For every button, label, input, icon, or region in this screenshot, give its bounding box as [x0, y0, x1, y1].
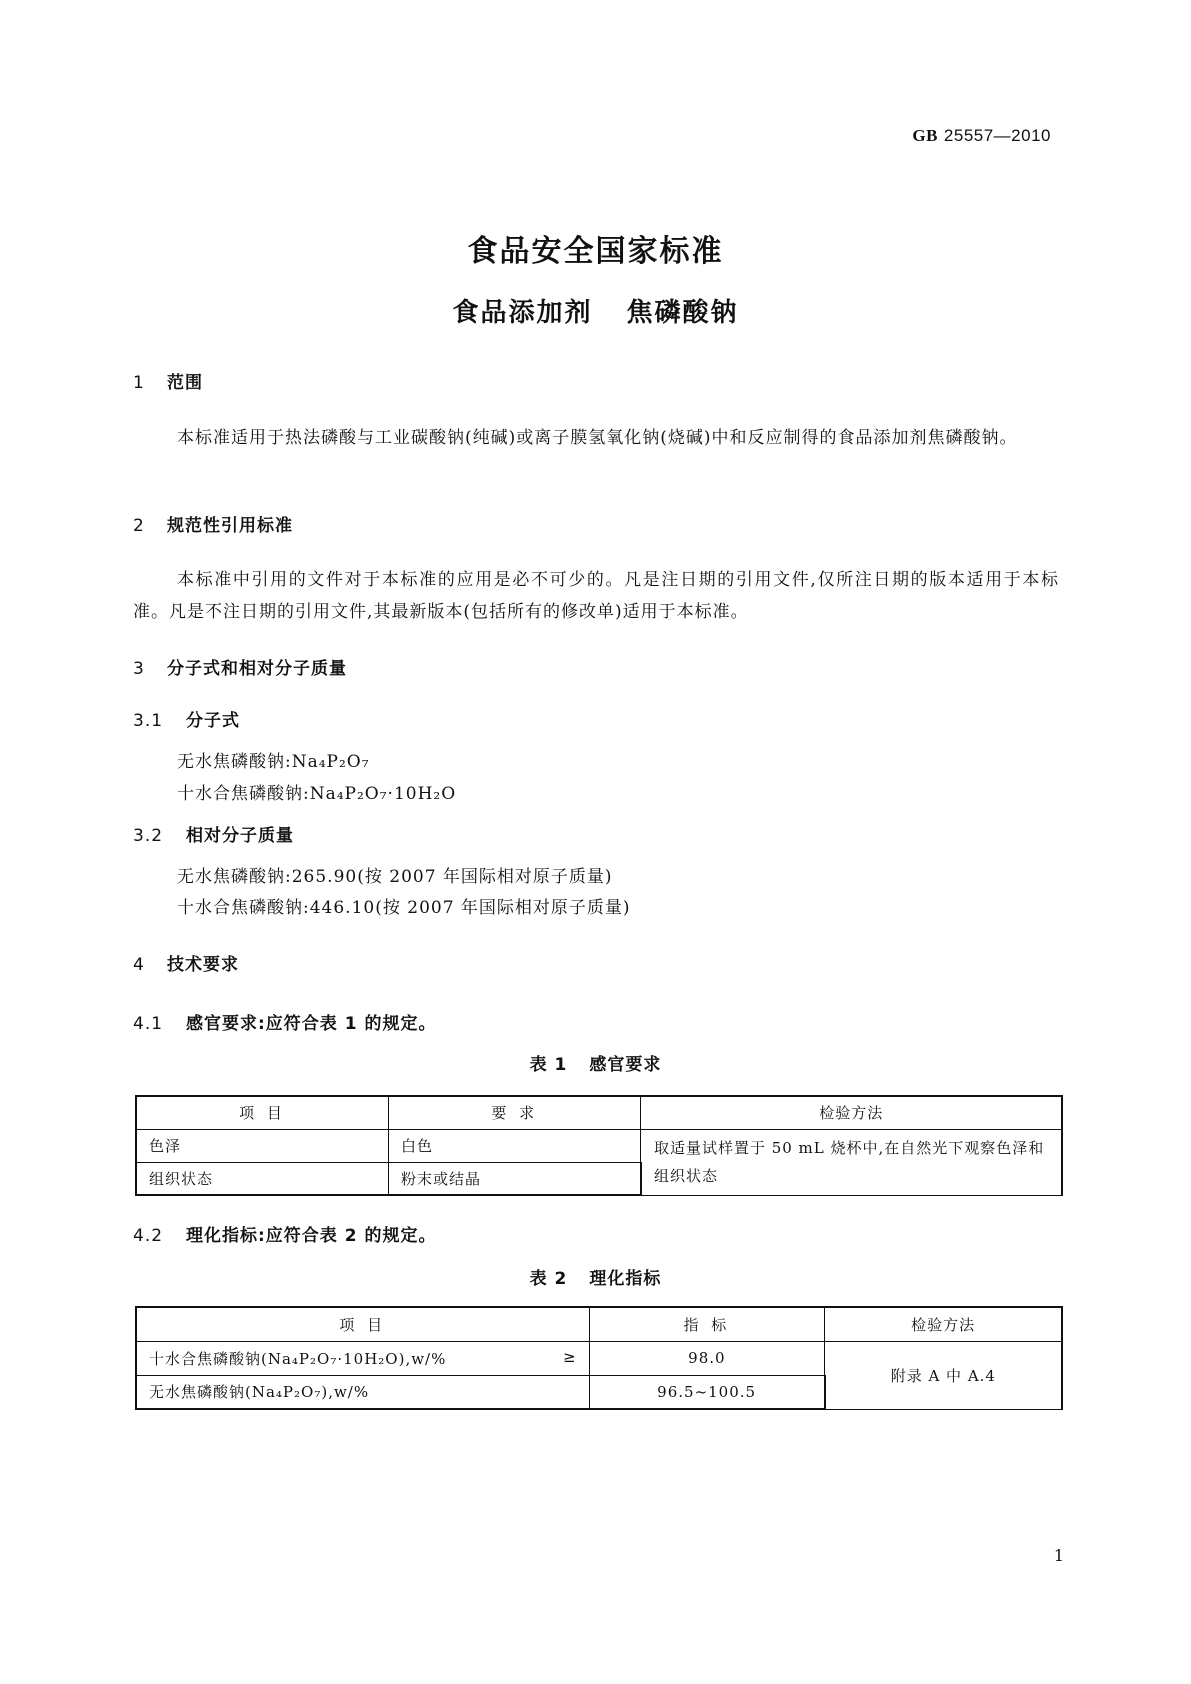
section-number: 3	[133, 659, 145, 679]
section-number: 3.1	[133, 711, 164, 731]
section-number: 4.1	[133, 1014, 164, 1034]
section-number: 2	[133, 516, 145, 536]
section-title: 范围	[167, 373, 203, 393]
caption-title: 理化指标	[589, 1269, 662, 1289]
header-cell-index: 指 标	[589, 1307, 825, 1341]
table-1-sensory	[135, 1095, 1063, 1196]
item-label: 无水焦磷酸钠(Na₄P₂O₇),w/%	[149, 1383, 370, 1402]
mass-anhydrous: 无水焦磷酸钠:265.90(按 2007 年国际相对原子质量)	[177, 867, 613, 887]
cell-requirement: 白色	[388, 1129, 640, 1162]
section-4-heading	[133, 950, 239, 975]
section-title: 感官要求:应符合表 1 的规定。	[186, 1014, 437, 1034]
section-2-body: 本标准中引用的文件对于本标准的应用是必不可少的。凡是注日期的引用文件,仅所注日期的版本适用于本标准。凡是不注日期的引用文件,其最新版本(包括所有的修改单)适用于本标准。	[133, 570, 1059, 622]
section-title: 技术要求	[167, 955, 239, 975]
table-row	[136, 1129, 1062, 1162]
caption-title: 感官要求	[589, 1055, 662, 1075]
table-2-caption	[0, 1264, 1191, 1289]
section-number: 1	[133, 373, 145, 393]
formula-decahydrate: 十水合焦磷酸钠:Na₄P₂O₇·10H₂O	[177, 784, 457, 804]
caption-number: 表 1	[529, 1055, 568, 1075]
cell-item: 色泽	[136, 1129, 388, 1162]
table-row	[136, 1341, 1062, 1375]
gte-symbol: ≥	[563, 1347, 577, 1366]
section-4-1-heading	[133, 1009, 436, 1034]
section-3-heading	[133, 654, 347, 679]
document-title: 食品安全国家标准	[467, 234, 724, 269]
table-2-physicochemical	[135, 1306, 1063, 1410]
item-label: 十水合焦磷酸钠(Na₄P₂O₇·10H₂O),w/%	[149, 1349, 447, 1368]
section-2-heading	[133, 511, 293, 536]
section-title: 相对分子质量	[186, 826, 294, 846]
cell-item: 组织状态	[136, 1162, 388, 1195]
table-1-caption	[0, 1050, 1191, 1075]
section-3-2-heading	[133, 821, 294, 846]
section-1-heading	[133, 368, 203, 393]
cell-requirement: 粉末或结晶	[388, 1162, 640, 1195]
cell-value: 96.5~100.5	[589, 1375, 825, 1409]
page-number: 1	[1053, 1546, 1064, 1565]
section-number: 4.2	[133, 1226, 164, 1246]
cell-value: 98.0	[589, 1341, 825, 1375]
cell-item	[136, 1375, 589, 1409]
table-header-row	[136, 1096, 1062, 1129]
standard-number: 25557—2010	[943, 126, 1051, 145]
header-cell-method: 检验方法	[825, 1307, 1062, 1341]
section-4-2-heading	[133, 1221, 436, 1246]
section-title: 理化指标:应符合表 2 的规定。	[186, 1226, 437, 1246]
caption-number: 表 2	[529, 1269, 568, 1289]
section-3-1-heading	[133, 706, 240, 731]
standard-code	[912, 126, 1051, 146]
cell-method: 附录 A 中 A.4	[825, 1341, 1062, 1409]
section-title: 分子式和相对分子质量	[167, 659, 347, 679]
mass-decahydrate: 十水合焦磷酸钠:446.10(按 2007 年国际相对原子质量)	[177, 898, 631, 918]
section-title: 规范性引用标准	[167, 516, 293, 536]
cell-item	[136, 1341, 589, 1375]
section-1-body: 本标准适用于热法磷酸与工业碳酸钠(纯碱)或离子膜氢氧化钠(烧碱)中和反应制得的食品添加剂焦磷酸钠。	[177, 428, 1018, 448]
section-title: 分子式	[186, 711, 240, 731]
standard-prefix: GB	[912, 126, 938, 145]
header-cell-method: 检验方法	[641, 1096, 1062, 1129]
subtitle-category: 食品添加剂	[452, 298, 593, 328]
section-number: 4	[133, 955, 145, 975]
table-header-row	[136, 1307, 1062, 1341]
cell-method: 取适量试样置于 50 mL 烧杯中,在自然光下观察色泽和组织状态	[641, 1129, 1062, 1195]
header-cell-requirement: 要 求	[388, 1096, 640, 1129]
section-number: 3.2	[133, 826, 164, 846]
header-cell-item: 项 目	[136, 1307, 589, 1341]
document-subtitle	[0, 292, 1191, 329]
subtitle-substance: 焦磷酸钠	[626, 298, 739, 328]
header-cell-item: 项 目	[136, 1096, 388, 1129]
formula-anhydrous: 无水焦磷酸钠:Na₄P₂O₇	[177, 752, 370, 772]
